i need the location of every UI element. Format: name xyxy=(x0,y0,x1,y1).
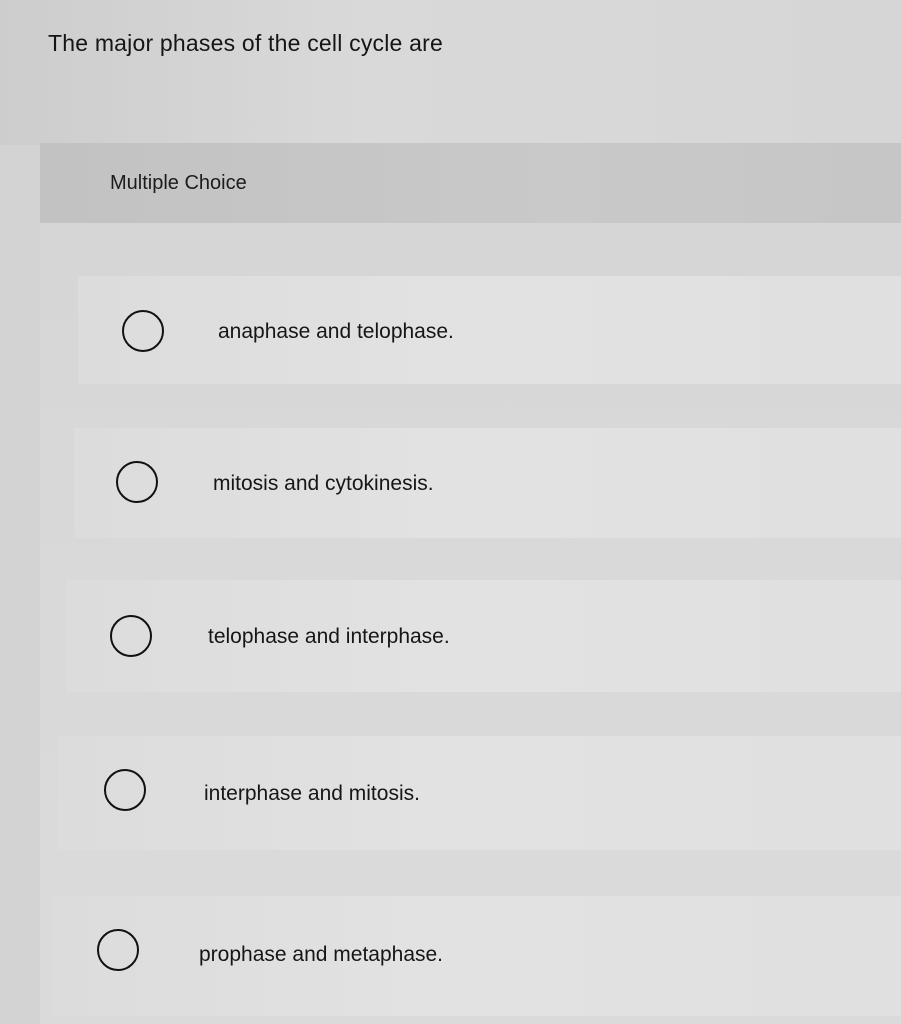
question-area xyxy=(0,0,901,145)
radio-icon[interactable] xyxy=(122,310,164,352)
radio-icon[interactable] xyxy=(110,615,152,657)
option-label: telophase and interphase. xyxy=(208,625,450,648)
option-3[interactable] xyxy=(66,580,901,692)
option-label: anaphase and telophase. xyxy=(218,320,454,343)
option-2[interactable] xyxy=(74,428,901,538)
option-label: prophase and metaphase. xyxy=(199,943,444,966)
option-1[interactable] xyxy=(78,276,901,384)
question-type-label: Multiple Choice xyxy=(110,172,247,194)
radio-icon[interactable] xyxy=(116,461,158,503)
radio-icon[interactable] xyxy=(104,769,146,811)
option-label: mitosis and cytokinesis. xyxy=(213,472,434,495)
question-text: The major phases of the cell cycle are xyxy=(48,30,443,56)
option-5[interactable] xyxy=(52,896,901,1016)
option-label: interphase and mitosis. xyxy=(204,782,420,805)
radio-icon[interactable] xyxy=(97,929,139,971)
option-4[interactable] xyxy=(58,736,901,850)
